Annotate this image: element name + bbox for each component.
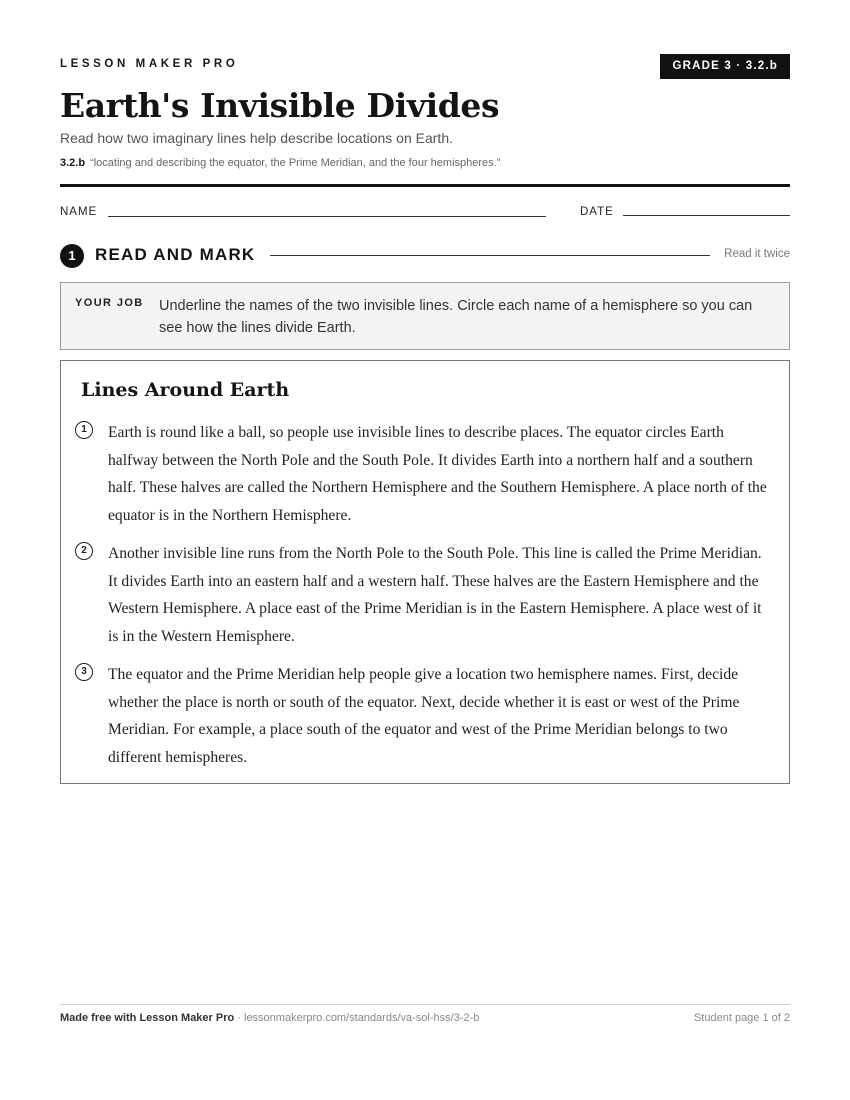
reading-title: Lines Around Earth bbox=[81, 379, 290, 401]
section-rule bbox=[270, 255, 710, 256]
footer-divider bbox=[60, 1004, 790, 1005]
paragraph-text: The equator and the Prime Meridian help people give a location two hemisphere names. First, decide whether the place is north or south of the equator. Next, decide whether it is east or west of the Prime Meridian. For example, a place south of the equator and west of the Prime Meridian belongs to two different hemispheres. bbox=[108, 666, 740, 766]
date-label: DATE bbox=[580, 206, 614, 218]
brand-name: LESSON MAKER PRO bbox=[60, 58, 239, 70]
paragraph-number: 3 bbox=[75, 663, 93, 681]
footer-url[interactable]: lessonmakerpro.com/standards/va-sol-hss/3-2-b bbox=[244, 1012, 480, 1024]
paragraph-text: Another invisible line runs from the North Pole to the South Pole. This line is called the Prime Meridian. It divides Earth into an eastern half and a western half. These halves are the Eastern Hemisphere and the Western Hemisphere. A place east of the Prime Meridian is in the Eastern Hemisphere. A place west of it is in the Western Hemisphere. bbox=[108, 545, 762, 645]
date-write-line[interactable] bbox=[623, 215, 790, 216]
footer-made-with: Made free with Lesson Maker Pro bbox=[60, 1012, 235, 1024]
section-title: READ AND MARK bbox=[95, 245, 256, 264]
paragraph-number: 1 bbox=[75, 421, 93, 439]
footer-separator: · bbox=[234, 1012, 244, 1024]
reading-passage-box bbox=[60, 360, 790, 784]
section-number-badge: 1 bbox=[60, 244, 84, 268]
standard-text: “locating and describing the equator, the Prime Meridian, and the four hemispheres.” bbox=[90, 157, 501, 169]
your-job-label: YOUR JOB bbox=[75, 297, 144, 309]
standard-code: 3.2.b bbox=[60, 157, 86, 169]
paragraph-number: 2 bbox=[75, 542, 93, 560]
your-job-text: Underline the names of the two invisible lines. Circle each name of a hemisphere so you can see how the lines divide Earth. bbox=[159, 298, 753, 336]
your-job-box bbox=[60, 282, 790, 350]
name-label: NAME bbox=[60, 206, 98, 218]
name-write-line[interactable] bbox=[108, 216, 546, 217]
footer-page-number: Student page 1 of 2 bbox=[693, 1012, 790, 1024]
standard-line bbox=[60, 157, 500, 169]
grade-badge: GRADE 3 · 3.2.b bbox=[660, 54, 790, 79]
header-divider bbox=[60, 184, 790, 187]
footer-credit bbox=[60, 1012, 479, 1024]
paragraph-text: Earth is round like a ball, so people use invisible lines to describe places. The equator circles Earth halfway between the North Pole and the South Pole. It divides Earth into a northern half and a southern half. These halves are called the Northern Hemisphere and the Southern Hemisphere. A place north of the equator is in the Northern Hemisphere. bbox=[108, 424, 767, 524]
section-note: Read it twice bbox=[724, 248, 790, 260]
worksheet-page bbox=[60, 0, 790, 1100]
page-title: Earth's Invisible Divides bbox=[60, 86, 500, 125]
page-subtitle: Read how two imaginary lines help describe locations on Earth. bbox=[60, 130, 453, 146]
